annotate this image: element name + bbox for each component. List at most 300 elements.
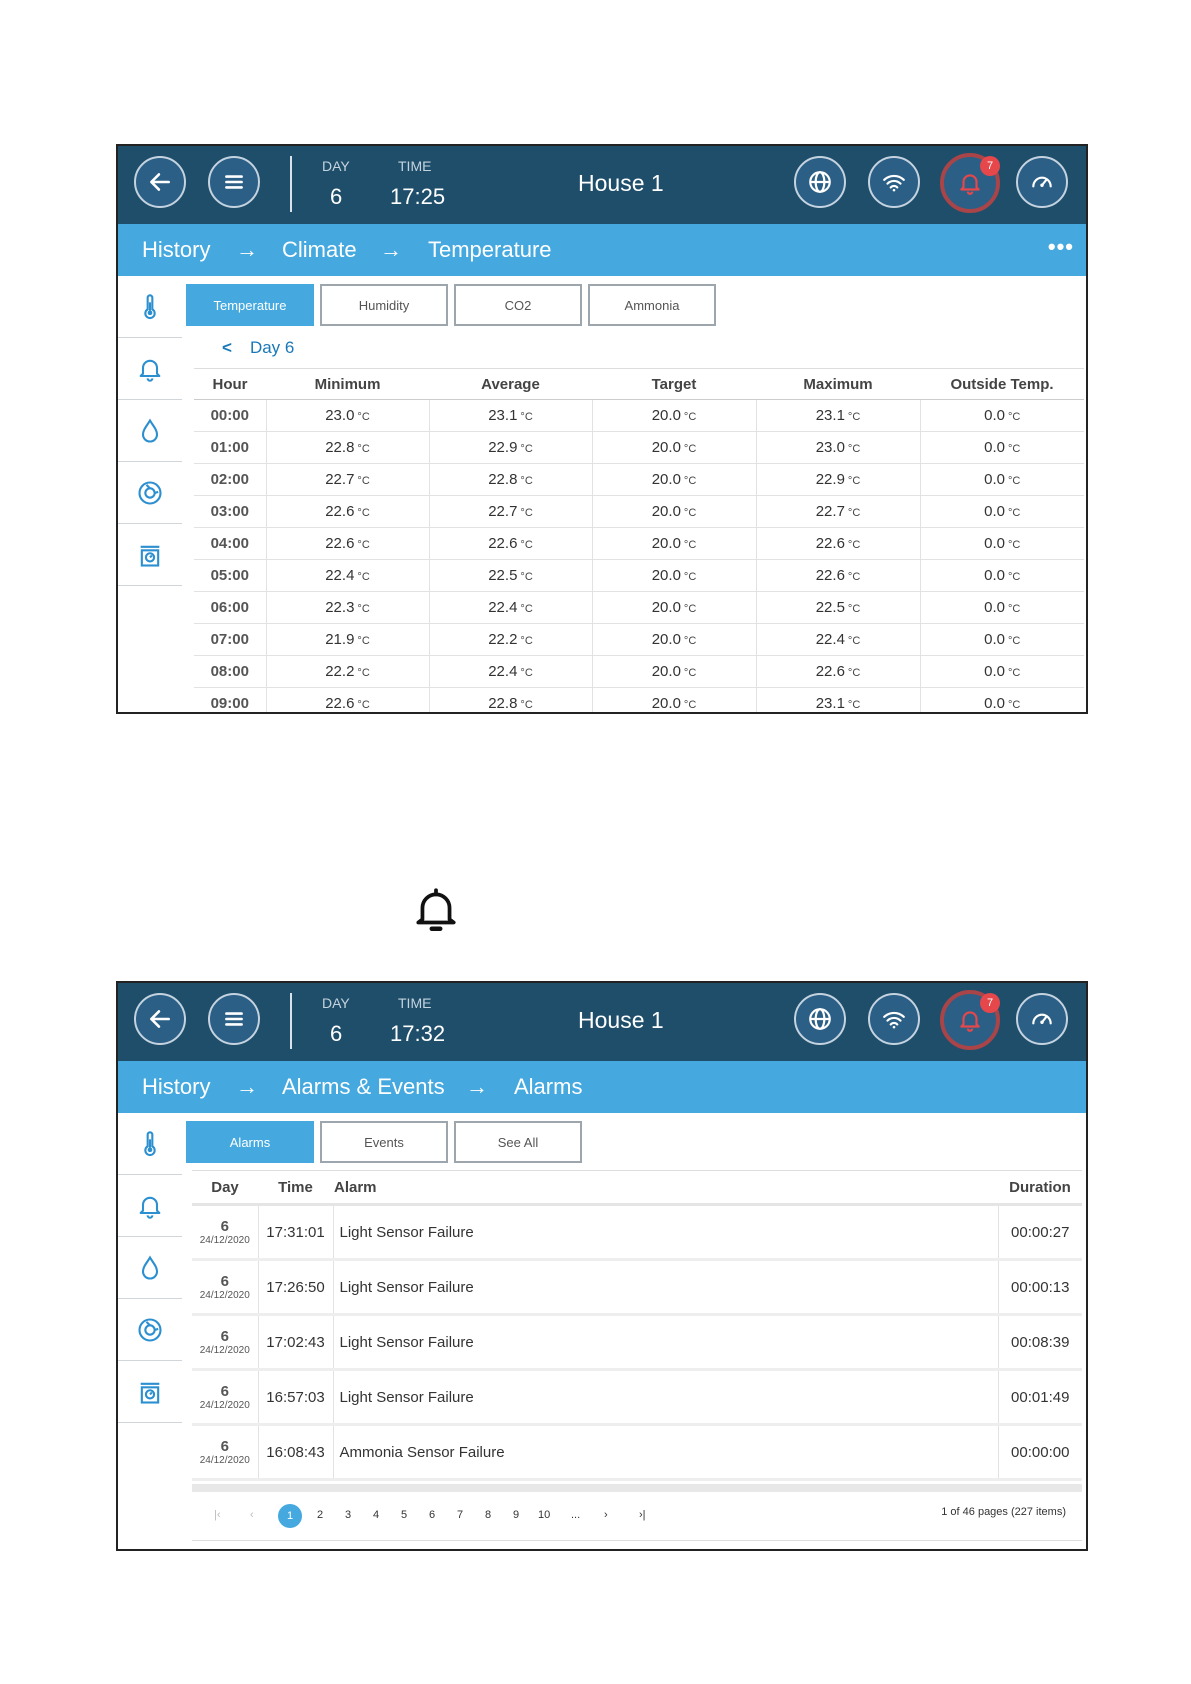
unit-label: °C: [357, 635, 370, 647]
value-cell: [756, 432, 920, 464]
next-page-button[interactable]: ›: [604, 1509, 608, 1521]
date-text: 24/12/2020: [199, 1235, 250, 1246]
dashboard-button[interactable]: [1016, 156, 1068, 208]
value-cell: [756, 624, 920, 656]
tab-humidity[interactable]: Humidity: [320, 284, 448, 326]
unit-label: °C: [1008, 571, 1021, 583]
value-cell: [920, 656, 1084, 688]
column-header: Outside Temp.: [920, 369, 1084, 400]
table-row: [194, 464, 1084, 496]
date-text: 24/12/2020: [199, 1455, 250, 1466]
bell-icon: [957, 170, 983, 196]
column-header: Average: [429, 369, 592, 400]
value-cell: [592, 400, 756, 432]
day-value: 6: [330, 184, 343, 209]
sidebar-item-water[interactable]: [118, 1237, 182, 1299]
cell-value: 05:00: [210, 567, 249, 584]
menu-icon: [221, 1006, 247, 1032]
cell-value: 07:00: [210, 631, 249, 648]
cell-value: 20.0: [651, 407, 681, 424]
table-row: [194, 688, 1084, 715]
sidebar-item-alarms[interactable]: [118, 338, 182, 400]
value-cell: [920, 432, 1084, 464]
time-label: TIME: [398, 995, 432, 1011]
unit-label: °C: [847, 699, 861, 711]
unit-label: °C: [520, 539, 533, 551]
cell-value: 22.5: [815, 599, 845, 616]
unit-label: °C: [683, 411, 697, 423]
table-row[interactable]: [192, 1370, 1082, 1425]
cell-value: 0.0: [984, 503, 1005, 520]
unit-label: °C: [1008, 475, 1021, 487]
cell-value: 0.0: [984, 407, 1005, 424]
more-pages-button[interactable]: ...: [571, 1509, 581, 1521]
day-nav-label: Day 6: [249, 338, 295, 357]
hour-cell: [194, 528, 266, 560]
prev-page-button[interactable]: ‹: [250, 1509, 254, 1521]
scale-icon: [136, 1378, 164, 1406]
sidebar: [118, 1113, 182, 1423]
page-button[interactable]: 6: [429, 1509, 436, 1521]
alarm-cell: Light Sensor Failure: [333, 1205, 998, 1260]
cell-value: 0.0: [984, 631, 1005, 648]
unit-label: °C: [357, 475, 370, 487]
table-row: [194, 496, 1084, 528]
value-cell: [266, 528, 429, 560]
tab-events[interactable]: Events: [320, 1121, 448, 1163]
unit-label: °C: [847, 507, 861, 519]
day-navigator[interactable]: [222, 338, 294, 358]
value-cell: [756, 560, 920, 592]
time-cell: 17:02:43: [258, 1315, 333, 1370]
sidebar-item-alarms[interactable]: [118, 1175, 182, 1237]
breadcrumb-arrow: →: [380, 237, 402, 262]
value-cell: [429, 624, 592, 656]
divider: [290, 993, 292, 1049]
value-cell: [266, 592, 429, 624]
cell-value: 23.1: [815, 407, 845, 424]
cell-value: 22.6: [325, 535, 355, 552]
sidebar-item-water[interactable]: [118, 400, 182, 462]
page-button[interactable]: 5: [401, 1509, 408, 1521]
tab-alarms[interactable]: Alarms: [186, 1121, 314, 1163]
page-info: 1 of 46 pages (227 items): [941, 1506, 1066, 1518]
cell-value: 22.2: [488, 631, 518, 648]
globe-icon: [807, 169, 833, 195]
tab-temperature[interactable]: Temperature: [186, 284, 314, 326]
tab-see-all[interactable]: See All: [454, 1121, 582, 1163]
house-name: House 1: [578, 170, 664, 196]
page-button[interactable]: 10: [538, 1509, 551, 1521]
unit-label: °C: [683, 699, 697, 711]
cell-value: 22.6: [325, 503, 355, 520]
alarm-cell: Ammonia Sensor Failure: [333, 1425, 998, 1480]
cell-value: 22.7: [815, 503, 845, 520]
time-label: TIME: [398, 158, 432, 174]
cell-value: 22.9: [815, 471, 845, 488]
bell-icon: [136, 1192, 164, 1220]
drop-icon: [136, 417, 164, 445]
cell-value: 22.6: [488, 535, 518, 552]
value-cell: [920, 528, 1084, 560]
day-number: 6: [220, 1218, 229, 1235]
chevron-left-icon[interactable]: <: [222, 338, 232, 357]
bell-icon: [957, 1007, 983, 1033]
cell-value: 20.0: [651, 631, 681, 648]
table-row[interactable]: [192, 1315, 1082, 1370]
cell-value: 09:00: [210, 695, 249, 712]
hour-cell: [194, 592, 266, 624]
value-cell: [592, 496, 756, 528]
cell-value: 23.0: [325, 407, 355, 424]
first-page-button[interactable]: |‹: [214, 1509, 221, 1521]
unit-label: °C: [847, 443, 861, 455]
unit-label: °C: [683, 603, 697, 615]
hour-cell: [194, 464, 266, 496]
sidebar-item-weight[interactable]: [118, 524, 182, 586]
unit-label: °C: [520, 635, 533, 647]
day-number: 6: [220, 1273, 229, 1290]
table-row: [194, 432, 1084, 464]
scale-icon: [136, 541, 164, 569]
table-header-row: [192, 1171, 1082, 1205]
wifi-icon: [881, 169, 907, 195]
table-row: [194, 560, 1084, 592]
cell-value: 22.8: [488, 695, 518, 712]
value-cell: [429, 496, 592, 528]
cell-value: 23.1: [488, 407, 518, 424]
time-cell: 16:57:03: [258, 1370, 333, 1425]
table-row[interactable]: [192, 1205, 1082, 1260]
unit-label: °C: [357, 667, 370, 679]
value-cell: [592, 624, 756, 656]
breadcrumb-arrow: →: [466, 1074, 488, 1099]
drop-icon: [136, 1254, 164, 1282]
unit-label: °C: [683, 475, 697, 487]
value-cell: [920, 592, 1084, 624]
table-row: [194, 656, 1084, 688]
hour-cell: [194, 560, 266, 592]
cell-value: 22.6: [815, 567, 845, 584]
page-button[interactable]: 2: [317, 1509, 324, 1521]
unit-label: °C: [683, 539, 697, 551]
unit-label: °C: [357, 443, 370, 455]
unit-label: °C: [683, 443, 697, 455]
page-button[interactable]: 3: [345, 1509, 352, 1521]
value-cell: [920, 560, 1084, 592]
table-row[interactable]: [192, 1260, 1082, 1315]
network-button[interactable]: [794, 993, 846, 1045]
cell-value: 22.9: [488, 439, 518, 456]
tab-co2[interactable]: CO2: [454, 284, 582, 326]
duration-cell: 00:00:27: [998, 1205, 1082, 1260]
column-header: Maximum: [756, 369, 920, 400]
unit-label: °C: [1008, 411, 1021, 423]
cell-value: 01:00: [210, 439, 249, 456]
top-bar: [118, 983, 1086, 1061]
cell-value: 03:00: [210, 503, 249, 520]
value-cell: [266, 688, 429, 715]
breadcrumb-alarms-events[interactable]: Alarms & Events: [282, 1074, 445, 1099]
duration-cell: 00:00:13: [998, 1260, 1082, 1315]
sidebar-item-feed[interactable]: [118, 1299, 182, 1361]
value-cell: [429, 432, 592, 464]
breadcrumb-temperature: Temperature: [428, 237, 552, 262]
cell-value: 20.0: [651, 567, 681, 584]
thermometer-icon: [136, 1130, 164, 1158]
menu-button[interactable]: [208, 156, 260, 208]
cell-value: 22.4: [488, 663, 518, 680]
column-header: Alarm: [333, 1171, 998, 1205]
table-row[interactable]: [192, 1425, 1082, 1480]
unit-label: °C: [683, 571, 697, 583]
alarm-count-badge: 7: [980, 993, 1000, 1013]
breadcrumb-history[interactable]: History: [142, 237, 211, 262]
column-header: Hour: [194, 369, 266, 400]
day-cell: [192, 1205, 258, 1260]
sidebar: [118, 276, 182, 586]
network-button[interactable]: [794, 156, 846, 208]
cell-value: 08:00: [210, 663, 249, 680]
page-button[interactable]: 8: [485, 1509, 492, 1521]
value-cell: [266, 656, 429, 688]
value-cell: [592, 528, 756, 560]
value-cell: [920, 464, 1084, 496]
value-cell: [756, 464, 920, 496]
temperature-table: [194, 368, 1084, 714]
unit-label: °C: [683, 635, 697, 647]
cell-value: 20.0: [651, 663, 681, 680]
unit-label: °C: [357, 571, 370, 583]
cell-value: 20.0: [651, 535, 681, 552]
sidebar-item-feed[interactable]: [118, 462, 182, 524]
day-number: 6: [220, 1328, 229, 1345]
value-cell: [266, 400, 429, 432]
value-cell: [920, 624, 1084, 656]
value-cell: [592, 592, 756, 624]
unit-label: °C: [520, 411, 533, 423]
back-arrow-icon: [147, 1006, 173, 1032]
hour-cell: [194, 432, 266, 464]
cell-value: 0.0: [984, 471, 1005, 488]
cell-value: 20.0: [651, 471, 681, 488]
last-page-button[interactable]: ›|: [639, 1509, 646, 1521]
cell-value: 22.6: [815, 663, 845, 680]
dashboard-button[interactable]: [1016, 993, 1068, 1045]
house-name: House 1: [578, 1007, 664, 1033]
cell-value: 0.0: [984, 695, 1005, 712]
day-cell: [192, 1260, 258, 1315]
unit-label: °C: [1008, 507, 1021, 519]
value-cell: [429, 592, 592, 624]
column-header: Duration: [998, 1171, 1082, 1205]
breadcrumb-arrow: →: [236, 237, 258, 262]
menu-button[interactable]: [208, 993, 260, 1045]
value-cell: [266, 464, 429, 496]
cell-value: 20.0: [651, 439, 681, 456]
unit-label: °C: [847, 571, 861, 583]
unit-label: °C: [357, 539, 370, 551]
unit-label: °C: [357, 699, 370, 711]
gauge-icon: [1029, 1006, 1055, 1032]
time-value: 17:32: [390, 1021, 446, 1046]
more-options-button[interactable]: •••: [1047, 234, 1074, 259]
cell-value: 22.4: [815, 631, 845, 648]
fan-icon: [136, 479, 164, 507]
value-cell: [266, 624, 429, 656]
cell-value: 22.2: [325, 663, 355, 680]
value-cell: [756, 528, 920, 560]
breadcrumb-climate[interactable]: Climate: [282, 237, 357, 262]
bell-icon: [136, 355, 164, 383]
unit-label: °C: [520, 699, 533, 711]
value-cell: [592, 432, 756, 464]
duration-cell: 00:00:00: [998, 1425, 1082, 1480]
duration-cell: 00:08:39: [998, 1315, 1082, 1370]
date-text: 24/12/2020: [199, 1400, 250, 1411]
value-cell: [429, 560, 592, 592]
cell-value: 22.7: [325, 471, 355, 488]
unit-label: °C: [847, 667, 861, 679]
cell-value: 20.0: [651, 599, 681, 616]
cell-value: 22.6: [325, 695, 355, 712]
value-cell: [920, 496, 1084, 528]
wifi-button[interactable]: [868, 156, 920, 208]
unit-label: °C: [683, 507, 697, 519]
column-header: Minimum: [266, 369, 429, 400]
value-cell: [592, 560, 756, 592]
bell-icon: [411, 885, 461, 935]
tab-ammonia[interactable]: Ammonia: [588, 284, 716, 326]
unit-label: °C: [847, 635, 861, 647]
page-button[interactable]: 9: [513, 1509, 520, 1521]
value-cell: [429, 400, 592, 432]
unit-label: °C: [520, 507, 533, 519]
page-button[interactable]: 1: [278, 1504, 302, 1528]
value-cell: [756, 400, 920, 432]
day-number: 6: [220, 1383, 229, 1400]
cell-value: 06:00: [210, 599, 249, 616]
unit-label: °C: [520, 443, 533, 455]
cell-value: 22.7: [488, 503, 518, 520]
column-header: Day: [192, 1171, 258, 1205]
gauge-icon: [1029, 169, 1055, 195]
cell-value: 22.8: [325, 439, 355, 456]
unit-label: °C: [847, 475, 861, 487]
alarm-count-badge: 7: [980, 156, 1000, 176]
back-button[interactable]: [134, 156, 186, 208]
value-cell: [592, 464, 756, 496]
cell-value: 04:00: [210, 535, 249, 552]
unit-label: °C: [1008, 539, 1021, 551]
day-cell: [192, 1370, 258, 1425]
date-text: 24/12/2020: [199, 1345, 250, 1356]
cell-value: 02:00: [210, 471, 249, 488]
page-button[interactable]: 7: [457, 1509, 464, 1521]
globe-icon: [807, 1006, 833, 1032]
day-cell: [192, 1315, 258, 1370]
value-cell: [592, 688, 756, 715]
value-cell: [920, 688, 1084, 715]
value-cell: [756, 592, 920, 624]
unit-label: °C: [1008, 699, 1021, 711]
value-cell: [756, 656, 920, 688]
value-cell: [429, 464, 592, 496]
day-label: DAY: [322, 995, 350, 1011]
breadcrumb-alarms: Alarms: [514, 1074, 583, 1099]
value-cell: [266, 496, 429, 528]
sidebar-item-weight[interactable]: [118, 1361, 182, 1423]
cell-value: 20.0: [651, 695, 681, 712]
back-arrow-icon: [147, 169, 173, 195]
wifi-button[interactable]: [868, 993, 920, 1045]
unit-label: °C: [520, 667, 533, 679]
unit-label: °C: [1008, 443, 1021, 455]
value-cell: [266, 560, 429, 592]
cell-value: 23.0: [815, 439, 845, 456]
time-cell: 16:08:43: [258, 1425, 333, 1480]
value-cell: [592, 656, 756, 688]
cell-value: 20.0: [651, 503, 681, 520]
sidebar-item-climate[interactable]: [118, 276, 182, 338]
page-button[interactable]: 4: [373, 1509, 380, 1521]
unit-label: °C: [847, 539, 861, 551]
alarm-cell: Light Sensor Failure: [333, 1315, 998, 1370]
column-header: Time: [258, 1171, 333, 1205]
table-row: [194, 400, 1084, 432]
time-cell: 17:31:01: [258, 1205, 333, 1260]
alarms-history-screen: [116, 981, 1088, 1551]
cell-value: 0.0: [984, 439, 1005, 456]
table-row: [194, 592, 1084, 624]
table-row: [194, 528, 1084, 560]
breadcrumb: [118, 1061, 1086, 1113]
day-value: 6: [330, 1021, 343, 1046]
unit-label: °C: [1008, 635, 1021, 647]
table-row: [194, 624, 1084, 656]
wifi-icon: [881, 1006, 907, 1032]
sidebar-item-climate[interactable]: [118, 1113, 182, 1175]
breadcrumb-arrow: →: [236, 1074, 258, 1099]
unit-label: °C: [1008, 603, 1021, 615]
cell-value: 00:00: [210, 407, 249, 424]
day-label: DAY: [322, 158, 350, 174]
cell-value: 0.0: [984, 663, 1005, 680]
unit-label: °C: [357, 507, 370, 519]
value-cell: [266, 432, 429, 464]
table-header-row: [194, 369, 1084, 400]
cell-value: 0.0: [984, 599, 1005, 616]
breadcrumb-history[interactable]: History: [142, 1074, 211, 1099]
cell-value: 21.9: [325, 631, 355, 648]
value-cell: [429, 688, 592, 715]
pagination: [192, 1484, 1082, 1541]
unit-label: °C: [683, 667, 697, 679]
value-cell: [756, 496, 920, 528]
divider: [290, 156, 292, 212]
fan-icon: [136, 1316, 164, 1344]
hour-cell: [194, 688, 266, 715]
back-button[interactable]: [134, 993, 186, 1045]
day-number: 6: [220, 1438, 229, 1455]
hour-cell: [194, 624, 266, 656]
day-cell: [192, 1425, 258, 1480]
unit-label: °C: [520, 603, 533, 615]
breadcrumb: [118, 224, 1086, 276]
cell-value: 22.4: [325, 567, 355, 584]
cell-value: 23.1: [815, 695, 845, 712]
hour-cell: [194, 656, 266, 688]
